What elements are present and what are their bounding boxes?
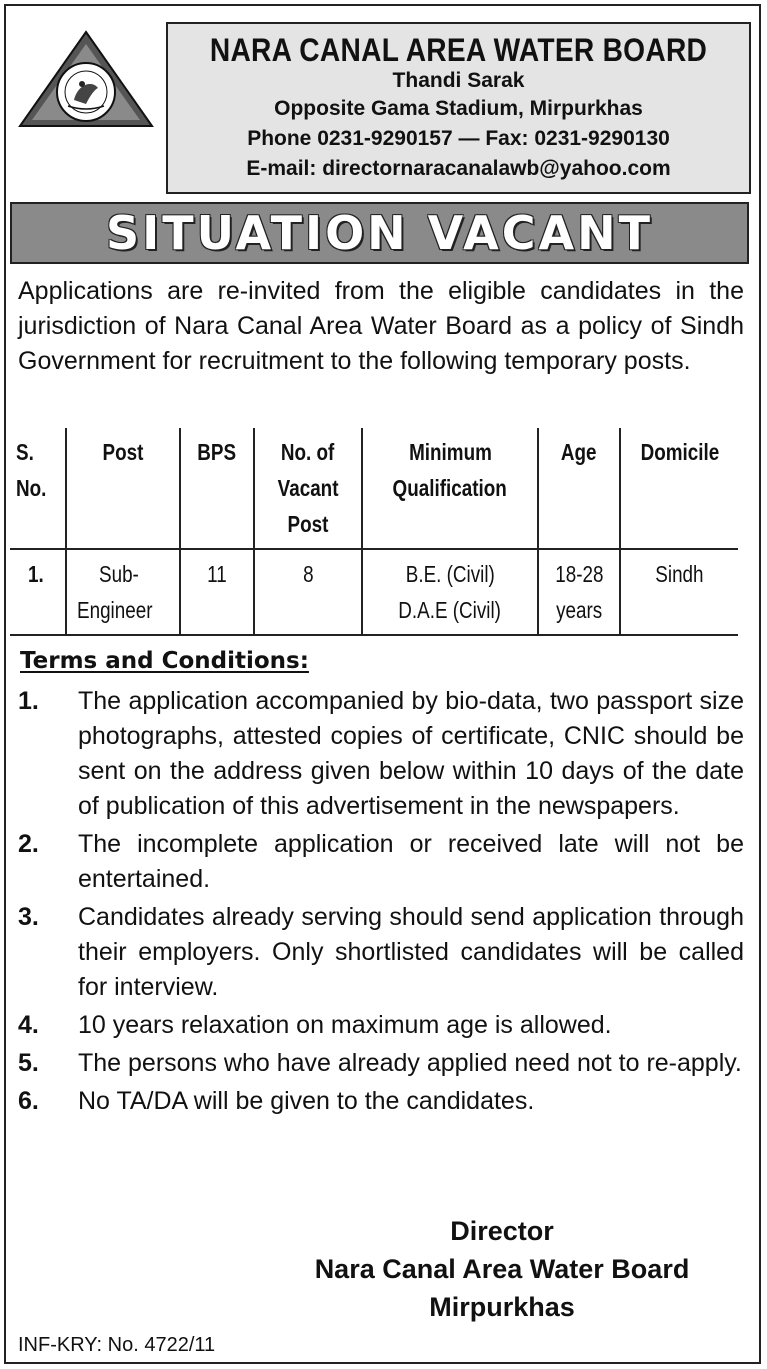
reference-number: INF-KRY: No. 4722/11 [18, 1334, 216, 1356]
terms-list [18, 684, 744, 1122]
header-vacant: No. of Vacant Post [254, 428, 362, 549]
list-item: 2. The incomplete application or received late will not be entertained. [18, 830, 744, 893]
header-box [166, 22, 751, 194]
cell-sno: 1. [10, 549, 66, 635]
email: E-mail: directornaracanalawb@yahoo.com [246, 157, 671, 180]
list-item: 6. No TA/DA will be given to the candidates. [18, 1087, 535, 1115]
address-line-2: Opposite Gama Stadium, Mirpurkhas [274, 97, 643, 120]
signature-city: Mirpurkhas [429, 1292, 575, 1322]
org-name: NARA CANAL AREA WATER BOARD [209, 32, 708, 68]
header-post: Post [66, 428, 180, 549]
terms-title: Terms and Conditions: [20, 648, 309, 674]
header-domicile: Domicile [620, 428, 738, 549]
phone-fax: Phone 0231-9290157 — Fax: 0231-9290130 [247, 127, 670, 150]
situation-vacant-banner: SITUATION VACANT [10, 202, 749, 264]
cell-domicile: Sindh [620, 549, 738, 635]
list-item: 1. The application accompanied by bio-data, two passport size photographs, attested copies of certificate, CNIC should be sent on the address given below within 10 days of the date of publication of this advertisement in the newspapers. [18, 687, 744, 820]
table-header-row [10, 428, 738, 549]
signature-block [280, 1212, 724, 1326]
cell-bps: 11 [180, 549, 254, 635]
header-qualification: Minimum Qualification [362, 428, 538, 549]
signature-title: Director [450, 1216, 554, 1246]
header-age: Age [538, 428, 620, 549]
intro-paragraph: Applications are re-invited from the eligible candidates in the jurisdiction of Nara Canal Area Water Board as a policy of Sindh Government for recruitment to the following temporary posts. [18, 277, 744, 375]
list-item: 3. Candidates already serving should send application through their employers. Only shortlisted candidates will be called for interview. [18, 903, 744, 1001]
water-board-logo [16, 28, 156, 130]
list-item: 5. The persons who have already applied need not to re-apply. [18, 1049, 742, 1077]
header-sno: S. No. [10, 428, 66, 549]
address-line-1: Thandi Sarak [392, 69, 525, 92]
vacancy-table [10, 428, 738, 636]
signature-org: Nara Canal Area Water Board [314, 1254, 690, 1284]
cell-age: 18-28 years [538, 549, 620, 635]
cell-qualification: B.E. (Civil) D.A.E (Civil) [362, 549, 538, 635]
list-item: 4. 10 years relaxation on maximum age is allowed. [18, 1011, 612, 1039]
cell-vacant: 8 [254, 549, 362, 635]
header-bps: BPS [180, 428, 254, 549]
table-row [10, 549, 738, 635]
cell-post: Sub- Engineer [66, 549, 180, 635]
